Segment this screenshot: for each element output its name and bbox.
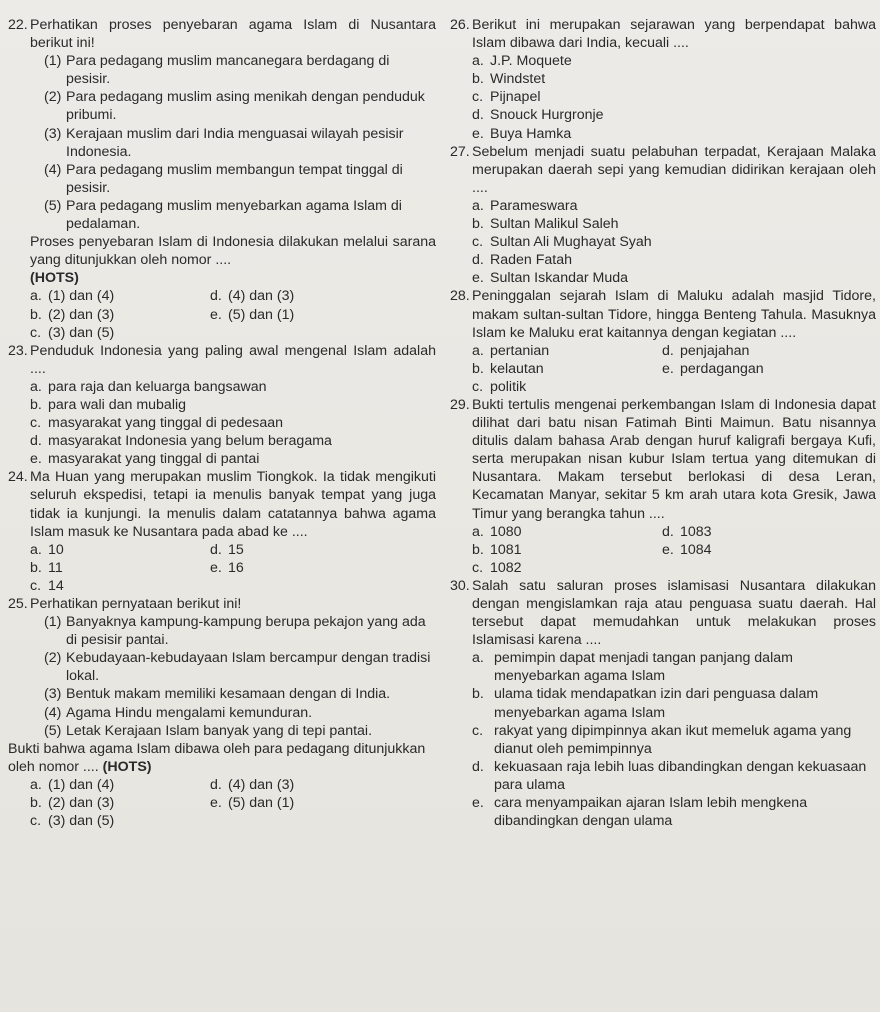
option-d[interactable]: d. 15 <box>210 541 244 558</box>
option-b[interactable]: b. 11 <box>30 559 63 576</box>
answer-options <box>472 523 876 577</box>
option-a[interactable]: a. para raja dan keluarga bangsawan <box>30 378 267 395</box>
option-a[interactable]: a. 10 <box>30 541 64 558</box>
question-24 <box>8 468 436 595</box>
option-e[interactable]: e. Sultan Iskandar Muda <box>472 270 629 287</box>
question-26 <box>450 16 876 143</box>
question-stem: Salah satu saluran proses islamisasi Nusantara dilakukan dengan mengislamkan raja atau penguasa suatu daerah. Hal tersebut dapat memudahkan untuk melakukan proses Islamisasi karena .... <box>472 577 876 649</box>
hots-label: (HOTS) <box>102 758 152 775</box>
option-c[interactable]: c. politik <box>472 378 527 395</box>
option-c[interactable]: c. masyarakat yang tinggal di pedesaan <box>30 415 284 432</box>
question-stem: Penduduk Indonesia yang paling awal mengenal Islam adalah .... <box>30 342 436 377</box>
question-prompt: Proses penyebaran Islam di Indonesia dilakukan melalui sarana yang ditunjukkan oleh nomor .... <box>30 234 436 269</box>
statement-item: (4) Para pedagang muslim membangun tempat tinggal di pesisir. <box>44 161 403 196</box>
question-stem: Berikut ini merupakan sejarawan yang berpendapat bahwa Islam dibawa dari India, kecuali .... <box>472 17 876 52</box>
answer-options <box>30 541 436 595</box>
question-27 <box>450 143 876 288</box>
answer-options <box>30 776 436 830</box>
option-e[interactable]: e. masyarakat yang tinggal di pantai <box>30 451 260 468</box>
statement-item: (4) Agama Hindu mengalami kemunduran. <box>44 704 313 721</box>
option-b[interactable]: b. Windstet <box>472 71 546 88</box>
option-e[interactable]: e. (5) dan (1) <box>210 795 295 812</box>
option-a[interactable]: a. pemimpin dapat menjadi tangan panjang dalam menyebarkan agama Islam <box>472 650 793 685</box>
option-e[interactable]: e. Buya Hamka <box>472 125 572 142</box>
question-stem: Ma Huan yang merupakan muslim Tiongkok. Ia tidak mengikuti seluruh ekspedisi, tetapi ia menulis banyak tempat yang juga tidak ia kunjungi. Ia menulis dalam catatannya bahwa agama Islam masuk ke Nusantara pada abad ke .... <box>30 469 436 540</box>
option-c[interactable]: c. 1082 <box>472 559 522 576</box>
option-b[interactable]: b. kelautan <box>472 360 544 377</box>
question-stem: Bukti tertulis mengenai perkembangan Islam di Indonesia dapat dilihat dari batu nisan Fatimah Binti Maimun. Batu nisannya ditulis dalam bahasa Arab dengan huruf kaligrafi bergaya Kufi, serta merupakan nisan kubur Islam tertua yang ditemukan di Nusantara. Makam tersebut berlokasi di desa Leran, Kecamatan Manyar, sekitar 5 km arah utara kota Gresik, Jawa Timur yang berangka tahun .... <box>472 396 876 522</box>
question-25-prompt: Bukti bahwa agama Islam dibawa oleh para pedagang ditunjukkan oleh nomor .... (HOTS) <box>8 740 426 775</box>
left-column <box>8 16 436 830</box>
question-stem: Perhatikan proses penyebaran agama Islam di Nusantara berikut ini! <box>30 17 436 52</box>
statement-item: (1) Banyaknya kampung-kampung berupa pekajon yang ada di pesisir pantai. <box>44 614 426 649</box>
right-column <box>450 16 876 830</box>
option-e[interactable]: e. perdagangan <box>662 360 764 377</box>
option-b[interactable]: b. para wali dan mubalig <box>30 396 187 413</box>
statement-item: (2) Para pedagang muslim asing menikah dengan penduduk pribumi. <box>44 89 425 124</box>
question-number: 30. <box>450 577 470 594</box>
option-c[interactable]: c. rakyat yang dipimpinnya akan ikut memeluk agama yang dianut oleh pemimpinnya <box>472 722 852 757</box>
option-d[interactable]: d. penjajahan <box>662 342 750 359</box>
option-b[interactable]: b. ulama tidak mendapatkan izin dari penguasa dalam menyebarkan agama Islam <box>472 686 819 721</box>
option-c[interactable]: c. (3) dan (5) <box>30 813 115 830</box>
option-a[interactable]: a. pertanian <box>472 342 550 359</box>
question-number: 25. <box>8 596 28 612</box>
statement-item: (5) Letak Kerajaan Islam banyak yang di tepi pantai. <box>44 722 373 739</box>
question-number: 28. <box>450 288 470 305</box>
option-a[interactable]: a. J.P. Moquete <box>472 53 572 70</box>
option-d[interactable]: d. (4) dan (3) <box>210 776 295 793</box>
question-25 <box>8 595 436 740</box>
option-d[interactable]: d. Raden Fatah <box>472 252 573 269</box>
question-30 <box>450 577 876 830</box>
option-b[interactable]: b. (2) dan (3) <box>30 795 115 812</box>
question-number: 29. <box>450 396 470 413</box>
option-c[interactable]: c. Sultan Ali Mughayat Syah <box>472 234 652 251</box>
statement-item: (1) Para pedagang muslim mancanegara berdagang di pesisir. <box>44 53 390 88</box>
question-stem: Perhatikan pernyataan berikut ini! <box>30 596 242 612</box>
option-a[interactable]: a. Parameswara <box>472 197 578 214</box>
question-22 <box>8 16 436 342</box>
question-23 <box>8 342 436 469</box>
option-a[interactable]: a. 1080 <box>472 523 522 540</box>
question-stem: Peninggalan sejarah Islam di Maluku adalah masjid Tidore, makam sultan-sultan Tidore, hingga Benteng Tahula. Masuknya Islam ke Maluku erat kaitannya dengan kegiatan .... <box>472 288 876 341</box>
statement-item: (5) Para pedagang muslim menyebarkan agama Islam di pedalaman. <box>44 197 402 233</box>
question-number: 27. <box>450 143 470 160</box>
question-number: 26. <box>450 17 470 33</box>
question-stem: Sebelum menjadi suatu pelabuhan terpadat, Kerajaan Malaka merupakan daerah sepi yang kemudian didirikan kerajaan oleh .... <box>472 143 876 196</box>
option-d[interactable]: d. masyarakat Indonesia yang belum beragama <box>30 433 332 450</box>
statement-item: (2) Kebudayaan-kebudayaan Islam bercampur dengan tradisi lokal. <box>44 650 431 685</box>
option-e[interactable]: e. 1084 <box>662 541 712 558</box>
question-28 <box>450 287 876 396</box>
option-e[interactable]: e. (5) dan (1) <box>210 306 295 323</box>
answer-options <box>472 342 876 396</box>
option-e[interactable]: e. cara menyampaikan ajaran Islam lebih mengkena dibandingkan dengan ulama <box>472 795 808 830</box>
answer-options <box>30 287 436 341</box>
question-number: 23. <box>8 342 28 359</box>
hots-label: (HOTS) <box>30 270 79 287</box>
option-e[interactable]: e. 16 <box>210 559 244 576</box>
option-d[interactable]: d. Snouck Hurgronje <box>472 107 604 124</box>
question-29 <box>450 396 876 577</box>
option-d[interactable]: d. (4) dan (3) <box>210 288 295 305</box>
question-number: 22. <box>8 17 28 33</box>
option-b[interactable]: b. 1081 <box>472 541 522 558</box>
option-c[interactable]: c. (3) dan (5) <box>30 324 115 341</box>
statement-item: (3) Kerajaan muslim dari India menguasai wilayah pesisir Indonesia. <box>44 125 404 160</box>
option-d[interactable]: d. kekuasaan raja lebih luas dibandingkan dengan kekuasaan para ulama <box>472 758 867 793</box>
option-c[interactable]: c. 14 <box>30 577 64 594</box>
option-a[interactable]: a. (1) dan (4) <box>30 288 115 305</box>
option-a[interactable]: a. (1) dan (4) <box>30 776 115 793</box>
option-c[interactable]: c. Pijnapel <box>472 89 541 106</box>
statement-item: (3) Bentuk makam memiliki kesamaan dengan di India. <box>44 686 391 703</box>
option-b[interactable]: b. Sultan Malikul Saleh <box>472 216 619 233</box>
option-b[interactable]: b. (2) dan (3) <box>30 306 115 323</box>
option-d[interactable]: d. 1083 <box>662 523 712 540</box>
question-number: 24. <box>8 469 28 486</box>
